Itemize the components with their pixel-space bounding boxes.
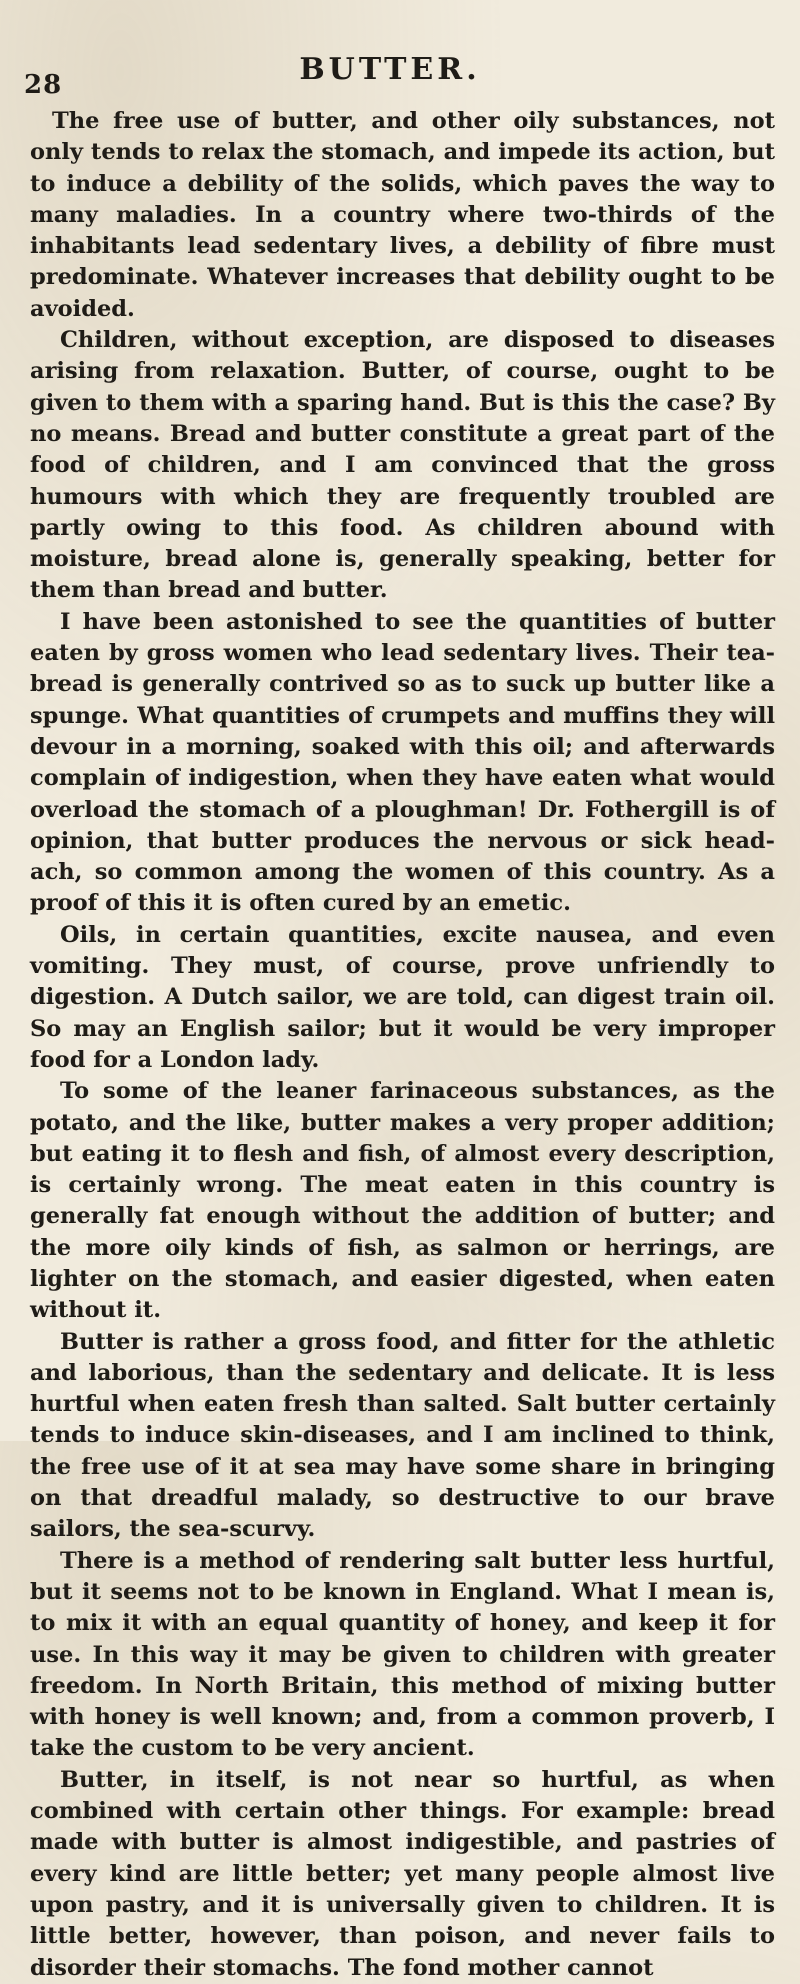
paragraph-2: Children, without exception, are disposed to diseases arising from relaxation. Butter, of course, ought to be given to them with a sparing hand. But is this the case? By no means. Bread and butter constitute a great part of the food of children, and I am convinced that the gross humours with which they are frequently troubled are partly owing to this food. As children abound with moisture, bread alone is, generally speaking, better for them than bread and butter. [30, 327, 775, 604]
paragraph-5: To some of the leaner farinaceous substances, as the potato, and the like, butter makes a very proper addition; but eating it to flesh and fish, of almost every description, is certainly wrong. The meat eaten in this country is generally fat enough without the addition of butter; and the more oily kinds of fish, as salmon or herrings, are lighter on the stomach, and easier digested, when eaten without it. [30, 1078, 775, 1324]
paragraph-3: I have been astonished to see the quantities of butter eaten by gross women who lead sedentary lives. Their tea-bread is generally contrived so as to suck up butter like a spunge. What quantities of crumpets and muffins they will devour in a morning, soaked with this oil; and afterwards complain of indigestion, when they have eaten what would overload the stomach of a ploughman! Dr. Fothergill is of opinion, that butter produces the nervous or sick head-ach, so common among the women of this country. As a proof of this it is often cured by an emetic. [30, 608, 775, 917]
paragraph-7: There is a method of rendering salt butter less hurtful, but it seems not to be known in England. What I mean is, to mix it with an equal quantity of honey, and keep it for use. In this way it may be given to children with greater freedom. In North Britain, this method of mixing butter with honey is well known; and, from a common proverb, I take the custom to be very ancient. [30, 1547, 775, 1762]
paragraph-1: The free use of butter, and other oily substances, not only tends to relax the stomach, and impede its action, but to induce a debility of the solids, which paves the way to many maladies. In a country where two-thirds of the inhabitants lead sedentary lives, a debility of fibre must predominate. Whatever increases that debility ought to be avoided. [30, 108, 775, 322]
page-number: 28 [24, 70, 63, 100]
paragraph-6: Butter is rather a gross food, and fitter for the athletic and laborious, than the sedentary and delicate. It is less hurtful when eaten fresh than salted. Salt butter certainly tends to induce skin-diseases, and I am inclined to think, the free use of it at sea may have some share in bringing on that dreadful malady, so destructive to our brave sailors, the sea-scurvy. [30, 1328, 775, 1543]
paragraph-4: Oils, in certain quantities, excite nausea, and even vomiting. They must, of course, prove unfriendly to digestion. A Dutch sailor, we are told, can digest train oil. So may an English sailor; but it would be very improper food for a London lady. [30, 921, 775, 1073]
body-text [30, 106, 775, 1984]
paragraph-8: Butter, in itself, is not near so hurtful, as when combined with certain other things. For example: bread made with butter is almost indigestible, and pastries of every kind are little better; yet many people almost live upon pastry, and it is universally given to children. It is little better, however, than poison, and never fails to disorder their stomachs. The fond mother cannot [30, 1766, 775, 1981]
running-title: BUTTER. [299, 52, 481, 87]
